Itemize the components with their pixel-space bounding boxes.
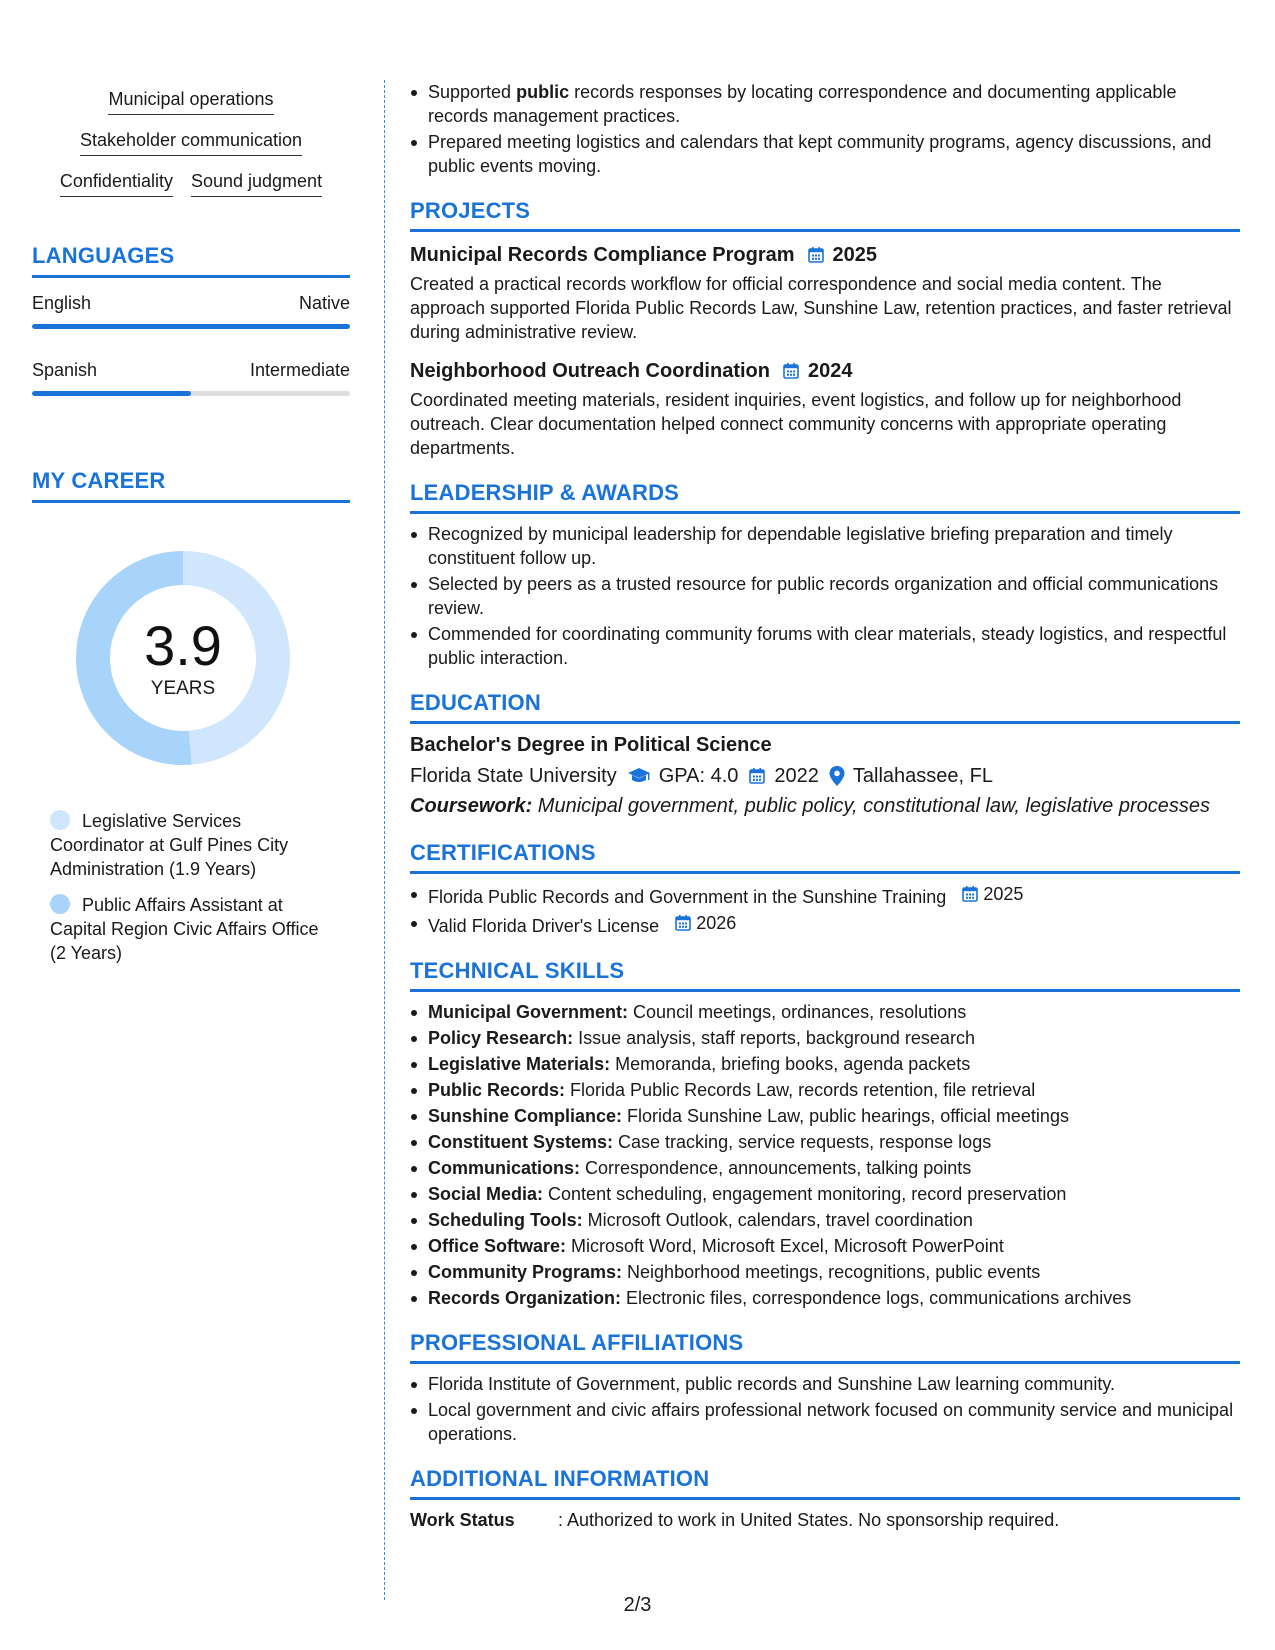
skill-key: Social Media: bbox=[428, 1184, 544, 1204]
skill-value: Microsoft Word, Microsoft Excel, Microsoft PowerPoint bbox=[566, 1236, 1004, 1256]
skill-value: Content scheduling, engagement monitoring, record preservation bbox=[543, 1184, 1067, 1204]
calendar-icon bbox=[674, 914, 692, 932]
legend-dot bbox=[50, 810, 70, 830]
strength-tag: Municipal operations bbox=[108, 88, 273, 115]
language-bar-fill bbox=[32, 391, 191, 396]
project-title bbox=[410, 242, 1240, 268]
sidebar bbox=[32, 80, 350, 977]
skill-item bbox=[410, 1156, 1240, 1180]
skill-value: Correspondence, announcements, talking points bbox=[580, 1158, 972, 1178]
project-year: 2024 bbox=[807, 360, 853, 382]
skill-value: Florida Public Records Law, records retention, file retrieval bbox=[565, 1080, 1036, 1100]
languages-heading: LANGUAGES bbox=[32, 243, 350, 278]
technical-skills-list bbox=[410, 1000, 1240, 1310]
affiliations-list bbox=[410, 1372, 1240, 1446]
skill-value: Case tracking, service requests, response logs bbox=[613, 1132, 992, 1152]
education-heading: EDUCATION bbox=[410, 690, 1240, 724]
project-name: Municipal Records Compliance Program bbox=[410, 244, 795, 266]
skill-key: Community Programs: bbox=[428, 1262, 623, 1282]
skill-value: Microsoft Outlook, calendars, travel coordination bbox=[582, 1210, 973, 1230]
calendar-icon bbox=[961, 885, 979, 903]
gpa: GPA: 4.0 bbox=[658, 765, 739, 787]
leadership-heading: LEADERSHIP & AWARDS bbox=[410, 480, 1240, 514]
main-content bbox=[410, 80, 1240, 1532]
career-legend-item bbox=[50, 809, 320, 881]
legend-dot bbox=[50, 894, 70, 914]
affiliation-item: Local government and civic affairs professional network focused on community service and municipal operations. bbox=[410, 1398, 1240, 1446]
additional-info-heading: ADDITIONAL INFORMATION bbox=[410, 1466, 1240, 1500]
project-description: Coordinated meeting materials, resident inquiries, event logistics, and follow up for neighborhood outreach. Clear documentation helped connect community concerns with appropriate operating departments. bbox=[410, 390, 1182, 458]
experience-bullet bbox=[410, 80, 1240, 128]
strength-tag: Confidentiality bbox=[60, 170, 173, 197]
skill-value: Neighborhood meetings, recognitions, public events bbox=[622, 1262, 1041, 1282]
school-name: Florida State University bbox=[410, 765, 617, 787]
skill-item bbox=[410, 1052, 1240, 1076]
certification-year: 2025 bbox=[983, 884, 1024, 904]
language-name: Spanish bbox=[32, 360, 98, 380]
project-description: Created a practical records workflow for official correspondence and social media content. The approach supported Florida Public Records Law, Sunshine Law, retention practices, and faster retrieval during administrative review. bbox=[410, 274, 1232, 342]
skill-key: Legislative Materials: bbox=[428, 1054, 611, 1074]
degree-title: Bachelor's Degree in Political Science bbox=[410, 734, 772, 756]
skill-key: Communications: bbox=[428, 1158, 581, 1178]
education-details bbox=[410, 762, 1240, 790]
calendar-icon bbox=[748, 767, 766, 785]
bullet-text: Prepared meeting logistics and calendars that kept community programs, agency discussions, and public events moving. bbox=[428, 132, 1212, 176]
certification-year: 2026 bbox=[696, 913, 737, 933]
skill-value: Florida Sunshine Law, public hearings, official meetings bbox=[622, 1106, 1069, 1126]
language-bar bbox=[32, 324, 350, 329]
bullet-text: records responses by locating correspondence and documenting applicable records management practices. bbox=[428, 82, 1177, 126]
coursework bbox=[410, 792, 1240, 820]
skill-item bbox=[410, 1234, 1240, 1258]
career-total-years: 3.9 bbox=[144, 614, 222, 677]
project-year: 2025 bbox=[832, 244, 878, 266]
calendar-icon bbox=[782, 362, 800, 380]
skill-key: Sunshine Compliance: bbox=[428, 1106, 623, 1126]
coursework-text: Municipal government, public policy, constitutional law, legislative processes bbox=[532, 795, 1210, 817]
project-title bbox=[410, 358, 1240, 384]
school-location: Tallahassee, FL bbox=[852, 765, 993, 787]
language-bar bbox=[32, 391, 350, 396]
leadership-item: Commended for coordinating community forums with clear materials, steady logistics, and respectful public interaction. bbox=[410, 622, 1240, 670]
bullet-text: Supported bbox=[428, 82, 517, 102]
language-item bbox=[32, 292, 350, 329]
skill-item bbox=[410, 1286, 1240, 1310]
career-legend-label: Public Affairs Assistant at Capital Region Civic Affairs Office (2 Years) bbox=[50, 895, 319, 963]
graduation-year: 2022 bbox=[774, 765, 819, 787]
skill-key: Public Records: bbox=[428, 1080, 566, 1100]
skill-key: Policy Research: bbox=[428, 1028, 574, 1048]
graduation-cap-icon bbox=[627, 767, 651, 785]
coursework-label: Coursework: bbox=[410, 795, 533, 817]
projects-heading: PROJECTS bbox=[410, 198, 1240, 232]
language-bar-fill bbox=[32, 324, 350, 329]
skill-value: Council meetings, ordinances, resolutions bbox=[628, 1002, 967, 1022]
skill-key: Records Organization: bbox=[428, 1288, 622, 1308]
map-pin-icon bbox=[829, 766, 845, 786]
technical-skills-heading: TECHNICAL SKILLS bbox=[410, 958, 1240, 992]
language-item bbox=[32, 359, 350, 396]
skill-key: Scheduling Tools: bbox=[428, 1210, 583, 1230]
additional-info-key: Work Status bbox=[410, 1510, 515, 1530]
skill-item bbox=[410, 1104, 1240, 1128]
certifications-heading: CERTIFICATIONS bbox=[410, 840, 1240, 874]
career-legend-label: Legislative Services Coordinator at Gulf Pines City Administration (1.9 Years) bbox=[50, 811, 289, 879]
project-name: Neighborhood Outreach Coordination bbox=[410, 360, 770, 382]
skill-key: Office Software: bbox=[428, 1236, 567, 1256]
leadership-item: Selected by peers as a trusted resource for public records organization and official communications review. bbox=[410, 572, 1240, 620]
language-name: English bbox=[32, 293, 92, 313]
language-level: Native bbox=[298, 293, 350, 313]
skill-key: Municipal Government: bbox=[428, 1002, 629, 1022]
bullet-bold: public bbox=[516, 82, 570, 102]
column-divider bbox=[384, 80, 385, 1600]
skill-item bbox=[410, 1000, 1240, 1024]
strength-tag: Stakeholder communication bbox=[80, 129, 302, 156]
skill-item bbox=[410, 1026, 1240, 1050]
additional-info-value: : Authorized to work in United States. No sponsorship required. bbox=[558, 1510, 1060, 1530]
skill-item bbox=[410, 1182, 1240, 1206]
strength-tag: Sound judgment bbox=[191, 170, 322, 197]
skill-value: Memoranda, briefing books, agenda packets bbox=[610, 1054, 971, 1074]
skill-value: Electronic files, correspondence logs, communications archives bbox=[621, 1288, 1132, 1308]
strengths-tags bbox=[32, 88, 350, 197]
experience-bullet bbox=[410, 130, 1240, 178]
leadership-item: Recognized by municipal leadership for dependable legislative briefing preparation and timely constituent follow up. bbox=[410, 522, 1240, 570]
certification-name: Valid Florida Driver's License bbox=[428, 916, 660, 936]
skill-item bbox=[410, 1260, 1240, 1284]
skill-key: Constituent Systems: bbox=[428, 1132, 614, 1152]
skill-value: Issue analysis, staff reports, background research bbox=[573, 1028, 975, 1048]
career-heading: MY CAREER bbox=[32, 468, 350, 503]
page-number: 2/3 bbox=[623, 1594, 652, 1616]
skill-item bbox=[410, 1208, 1240, 1232]
career-legend-item bbox=[50, 893, 320, 965]
career-donut-center bbox=[68, 543, 298, 773]
certification-item bbox=[410, 882, 1240, 909]
career-total-unit: YEARS bbox=[150, 678, 216, 699]
leadership-list bbox=[410, 522, 1240, 670]
affiliation-item: Florida Institute of Government, public records and Sunshine Law learning community. bbox=[410, 1372, 1240, 1396]
additional-info-row bbox=[410, 1508, 1240, 1532]
certification-name: Florida Public Records and Government in the Sunshine Training bbox=[428, 887, 947, 907]
certification-item bbox=[410, 911, 1240, 938]
skill-item bbox=[410, 1078, 1240, 1102]
language-level: Intermediate bbox=[249, 360, 350, 380]
experience-bullets bbox=[410, 80, 1240, 178]
career-donut-chart bbox=[68, 543, 298, 773]
career-legend bbox=[50, 809, 320, 965]
skill-item bbox=[410, 1130, 1240, 1154]
affiliations-heading: PROFESSIONAL AFFILIATIONS bbox=[410, 1330, 1240, 1364]
calendar-icon bbox=[807, 246, 825, 264]
certifications-list bbox=[410, 882, 1240, 938]
